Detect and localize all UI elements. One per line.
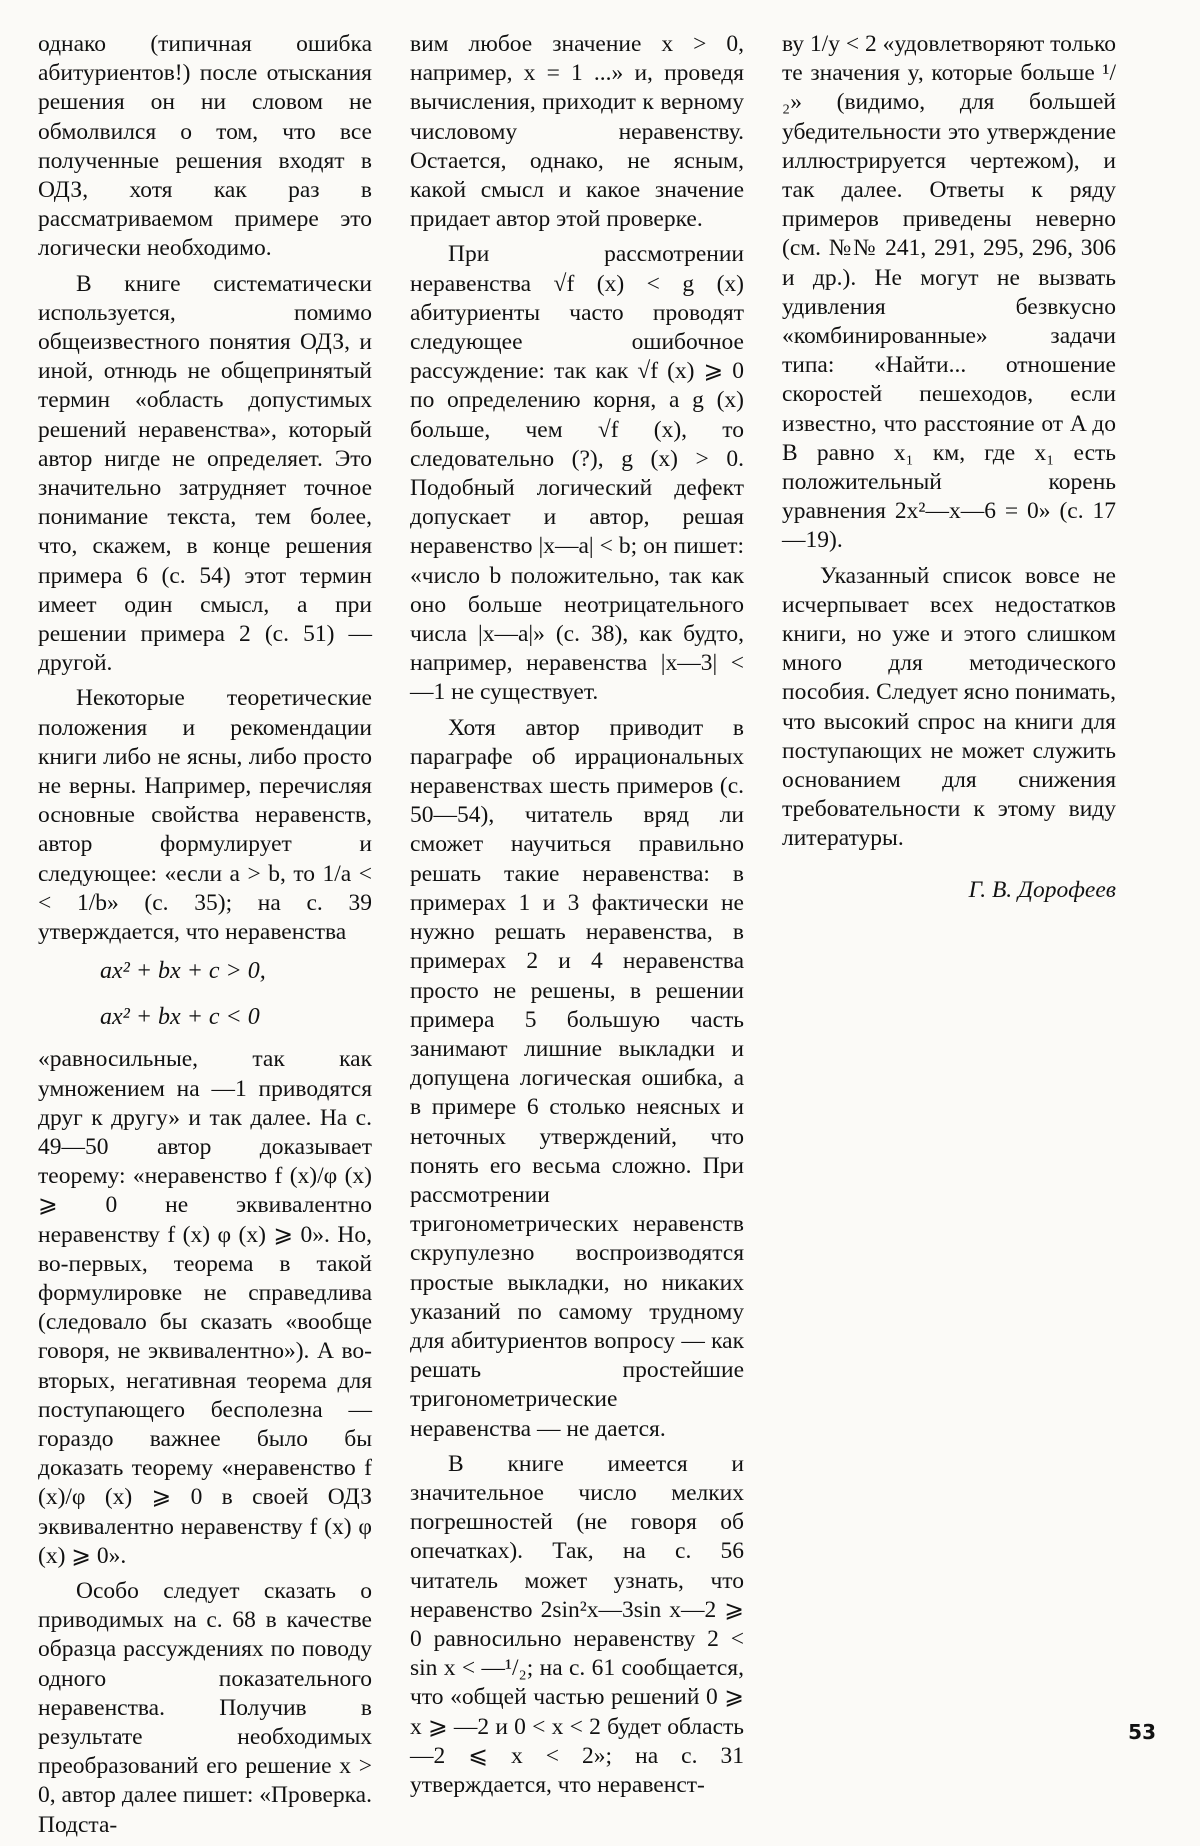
paragraph: Особо следует сказать о приводимых на с. 68 в качестве образца рассуждениях по поводу одного показательного неравенства. Получив в результате необходимых преобразований его решение x > 0, автор далее пишет: «Проверка. Подста-: [38, 1577, 372, 1838]
formula-line: ax² + bx + c > 0,: [100, 958, 266, 985]
paragraph: вим любое значение x > 0, например, x = 1 ...» и, проведя вычисления, приходит к верному числовому неравенству. Остается, однако, не ясным, какой смысл и какое значение придает автор этой проверке.: [410, 31, 744, 233]
text-column-3: [782, 30, 1116, 905]
text-column-1: [38, 30, 372, 1846]
paragraph: Некоторые теоретические положения и рекомендации книги либо не ясны, либо просто не верны. Например, перечисляя основные свойства неравенств, автор формулирует и следующее: «если a > b, то 1/a < < 1/b» (с. 35); на с. 39 утверждается, что неравенства: [38, 685, 372, 946]
paragraph: Указанный список вовсе не исчерпывает всех недостатков книги, но уже и этого слишком много для методического пособия. Следует ясно понимать, что высокий спрос на книги для поступающих не может служить основанием для снижения требовательности к этому виду литературы.: [782, 562, 1116, 852]
paragraph: ву 1/y < 2 «удовлетворяют только те значения y, которые больше ¹/₂» (видимо, для большей убедительности это утверждение иллюстрируется чертежом), и так далее. Ответы к ряду примеров приведены неверно (см. №№ 241, 291, 295, 296, 306 и др.). Не могут не вызвать удивления безвкусно «комбинированные» задачи типа: «Найти... отношение скоростей пешеходов, если известно, что расстояние от A до B равно x₁ км, где x₁ есть положительный корень уравнения 2x²—x—6 = 0» (с. 17—19).: [782, 31, 1116, 554]
paragraph: При рассмотрении неравенства √f (x) < g (x) абитуриенты часто проводят следующее ошибочное рассуждение: так как √f (x) ⩾ 0 по определению корня, а g (x) больше, чем √f (x), то следовательно (?), g (x) > 0. Подобный логический дефект допускает и автор, решая неравенство |x—a| < b; он пишет: «число b положительно, так как оно больше неотрицательного числа |x—a|» (с. 38), как будто, например, неравенства |x—3| < —1 не существует.: [410, 241, 744, 706]
formula-line: ax² + bx + c < 0: [100, 1004, 260, 1031]
paragraph: однако (типичная ошибка абитуриентов!) после отыскания решения он ни словом не обмолвился о том, что все полученные решения входят в ОДЗ, хотя как раз в рассматриваемом примере это логически необходимо.: [38, 31, 372, 262]
page-number: 53: [1128, 1720, 1156, 1744]
text-column-2: [410, 30, 744, 1806]
paragraph: «равносильные, так как умножением на —1 приводятся друг к другу» и так далее. На с. 49—50 автор доказывает теорему: «неравенство f (x)/φ (x) ⩾ 0 не эквивалентно неравенству f (x) φ (x) ⩾ 0». Но, во-первых, теорема в такой формулировке не справедлива (следовало бы сказать «вообще говоря, не эквивалентно»). А во-вторых, негативная теорема для поступающего бесполезна — гораздо важнее было бы доказать теорему «неравенство f (x)/φ (x) ⩾ 0 в своей ОДЗ эквивалентно неравенству f (x) φ (x) ⩾ 0».: [38, 1046, 372, 1569]
paragraph: В книге систематически используется, помимо общеизвестного понятия ОДЗ, и иной, отнюдь не общепринятый термин «область допустимых решений неравенства», который автор нигде не определяет. Это значительно затрудняет точное понимание текста, тем более, что, скажем, в конце решения примера 6 (с. 54) этот термин имеет один смысл, а при решении примера 2 (с. 51) — другой.: [38, 270, 372, 677]
author-signature: Г. В. Дорофеев: [968, 876, 1116, 903]
paragraph: Хотя автор приводит в параграфе об иррациональных неравенствах шесть примеров (с. 50—54), читатель вряд ли сможет научиться правильно решать такие неравенства: в примерах 1 и 3 фактически не нужно решать неравенства, в примерах 2 и 4 неравенства просто не решены, в решении примера 5 большую часть занимают лишние выкладки и допущена логическая ошибка, а в примере 6 столько неясных и неточных утверждений, что понять его весьма сложно. При рассмотрении тригонометрических неравенств скрупулезно воспроизводятся простые выкладки, но никаких указаний по самому трудному для абитуриентов вопросу — как решать простейшие тригонометрические неравенства — не дается.: [410, 714, 744, 1442]
paragraph: В книге имеется и значительное число мелких погрешностей (не говоря об опечатках). Так, на с. 56 читатель может узнать, что неравенство 2sin²x—3sin x—2 ⩾ 0 равносильно неравенству 2 < sin x < —¹/₂; на с. 61 сообщается, что «общей частью решений 0 ⩾ x ⩾ —2 и 0 < x < 2 будет область —2 ⩽ x < 2»; на с. 31 утверждается, что неравенст-: [410, 1450, 744, 1798]
